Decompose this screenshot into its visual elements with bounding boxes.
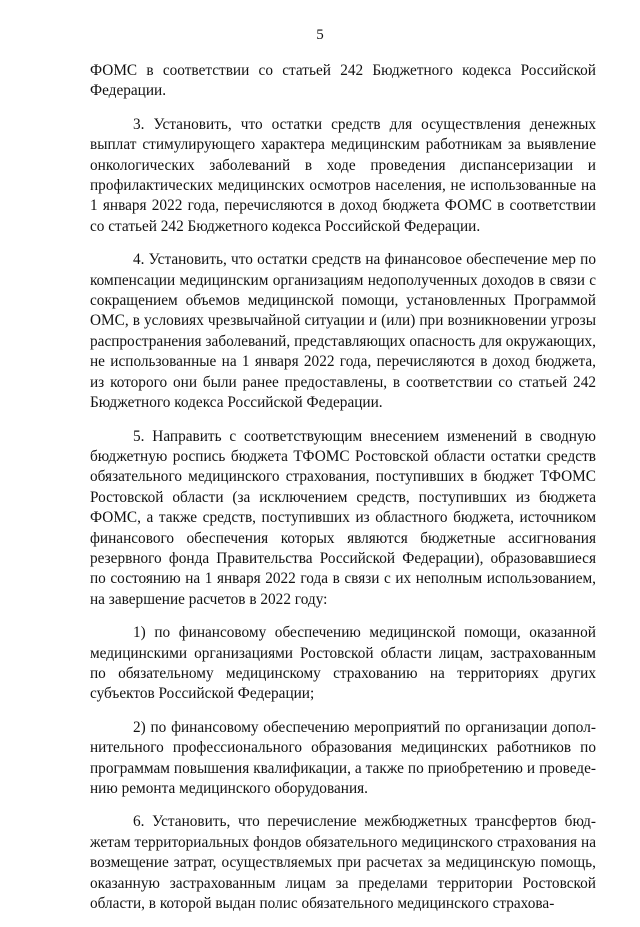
document-body xyxy=(90,61,596,927)
paragraph-item-6: 6. Установить, что перечисление межбюджетных трансфертов бюджетам территориальных фондов обязательного медицинского страхования на возмещение затрат, осуществляемых при расчетах за медицинскую помощь, оказанную застрахованным лицам за пределами территории Ростовской области, в которой выдан полис обязательного медицинского страхова- xyxy=(90,813,596,913)
page-number: 5 xyxy=(316,27,324,43)
paragraph-continuation: ФОМС в соответствии со статьей 242 Бюджетного кодекса Российской Федерации. xyxy=(90,62,596,100)
paragraph-subitem-2: 2) по финансовому обеспечению мероприятий по организации дополнительного профессионального образования медицинских работников по программам повышения квалификации, а также по приобретению и проведению ремонта медицинского оборудования. xyxy=(90,718,596,797)
paragraph-item-3: 3. Установить, что остатки средств для осуществления денежных выплат стимулирующего характера медицинским работникам за выявление онкологических заболеваний в ходе проведения диспансеризации и профилактических медицинских осмотров населения, не использованные на 1 января 2022 года, перечисляются в доход бюджета ФОМС в соответствии со статьей 242 Бюджетного кодекса Российской Федерации. xyxy=(90,115,596,235)
paragraph-subitem-1: 1) по финансовому обеспечению медицинской помощи, оказанной медицинскими организациями Ростовской области лицам, застрахованным по обязательному медицинскому страхованию на территориях других субъектов Российской Федерации; xyxy=(90,624,596,703)
paragraph-item-4: 4. Установить, что остатки средств на финансовое обеспечение мер по компенсации медицинским организациям недополученных доходов в связи с сокращением объемов медицинской помощи, установленных Программой ОМС, в условиях чрезвычайной ситуации и (или) при возникновении угрозы распространения заболеваний, представляющих опасность для окружающих, не использованные на 1 января 2022 года, перечисляются в доход бюджета, из которого они были ранее предоставлены, в соответствии со статьей 242 Бюджетного кодекса Российской Федерации. xyxy=(90,251,596,412)
paragraph-item-5: 5. Направить с соответствующим внесением изменений в сводную бюджетную роспись бюджета ТФОМС Ростовской области остатки средств обязательного медицинского страхования, поступивших в бюджет ТФОМС Ростовской области (за исключением средств, поступивших из бюджета ФОМС, а также средств, поступивших из областного бюджета, источником финансового обеспечения которых являются бюджетные ассигнования резервного фонда Правительства Российской Федерации), образовавшиеся по состоянию на 1 января 2022 года в связи с их неполным использованием, на завершение расчетов в 2022 году: xyxy=(90,427,596,608)
